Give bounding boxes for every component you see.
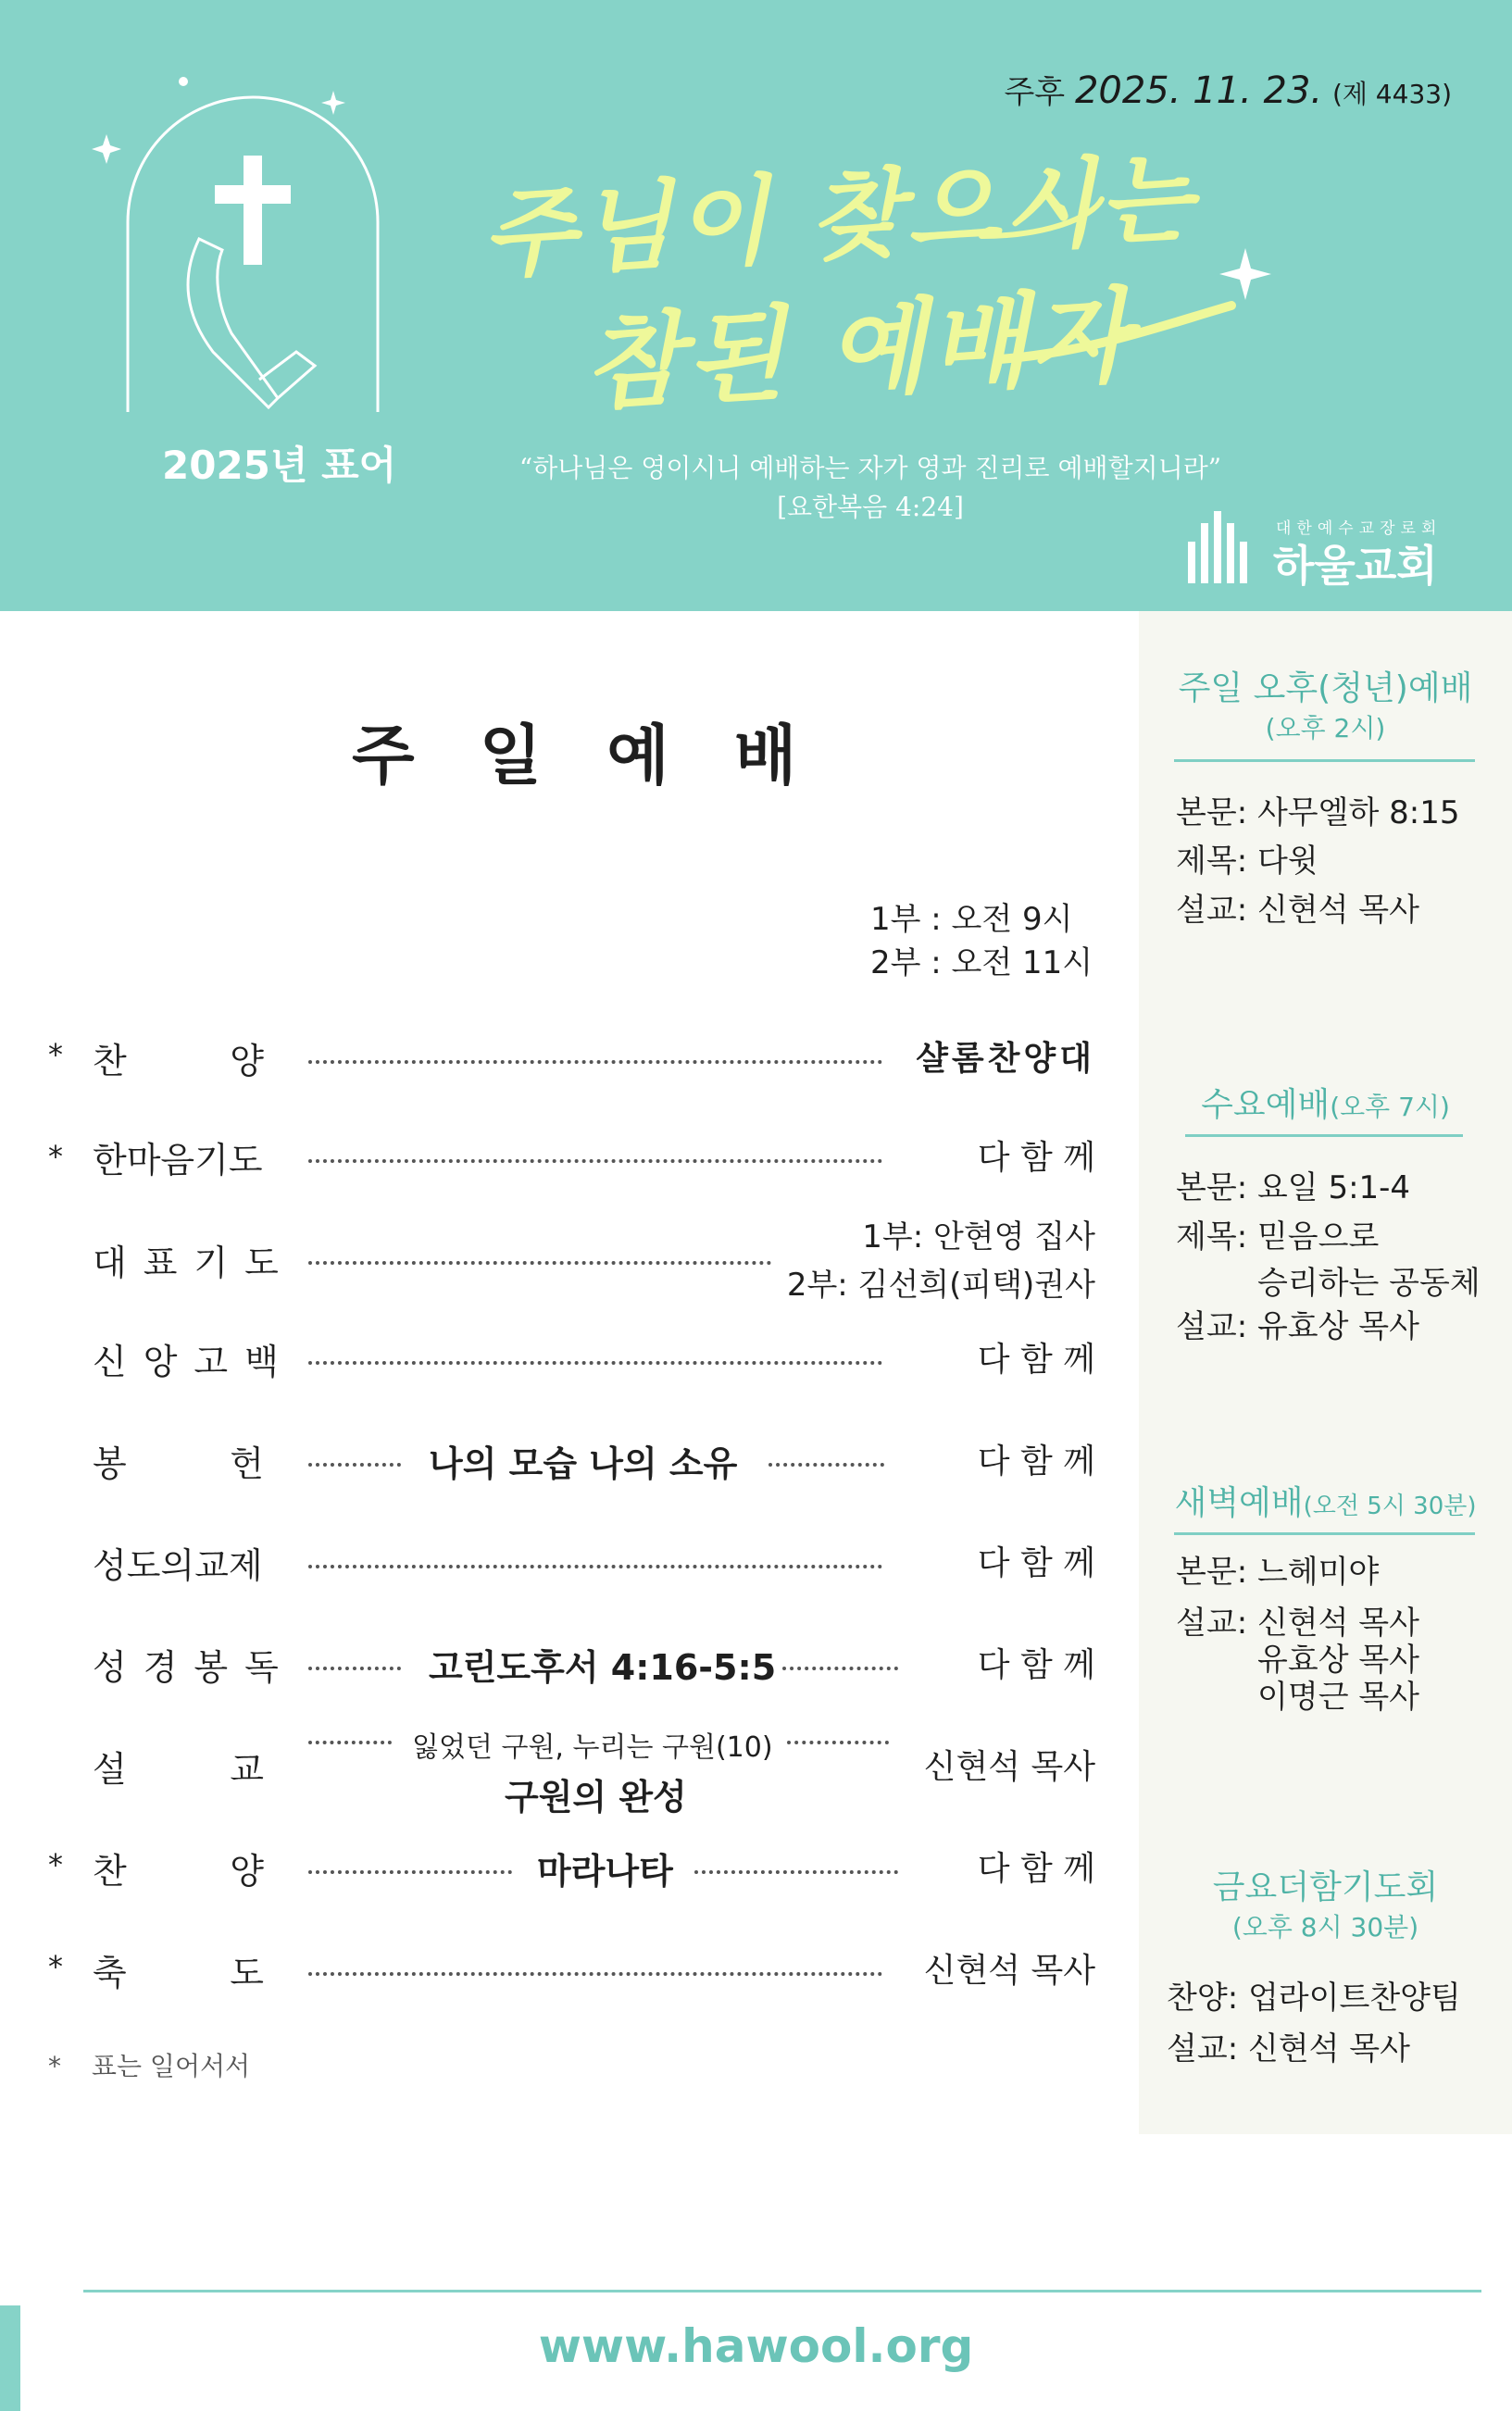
order-center: 마라나타 — [537, 1851, 673, 1892]
dawn-preacher-3: 이명근 목사 — [1257, 1679, 1420, 1716]
order-label — [93, 1131, 264, 1182]
leader-dots — [308, 1060, 882, 1064]
divider — [1174, 759, 1475, 762]
friday-praise: 찬양: 업라이트찬양팀 — [1167, 1980, 1461, 2017]
header-band — [0, 0, 1512, 611]
order-label-text: 신앙고백 — [93, 1342, 295, 1382]
order-label-char: 교 — [230, 1749, 264, 1790]
standing-mark: * — [48, 1847, 63, 1882]
standing-mark: * — [48, 1139, 63, 1174]
motto-year: 2025년 표어 — [162, 443, 397, 488]
note-star: * — [48, 2051, 61, 2081]
dawn-name: 새벽예배 — [1174, 1484, 1304, 1522]
afternoon-preacher: 설교: 신현석 목사 — [1176, 892, 1419, 929]
wednesday-preacher: 설교: 유효상 목사 — [1176, 1308, 1419, 1345]
dawn-preacher-2: 유효상 목사 — [1257, 1642, 1420, 1679]
leader-dots — [782, 1667, 898, 1670]
order-right: 다 함 께 — [977, 1544, 1095, 1582]
leader-dots — [308, 1741, 392, 1744]
leader-dots — [787, 1741, 889, 1744]
dawn-preacher-1: 설교: 신현석 목사 — [1176, 1605, 1419, 1642]
order-label-text: 성경봉독 — [93, 1647, 295, 1688]
order-label-text: 한마음기도 — [93, 1140, 263, 1181]
order-label — [93, 1537, 264, 1588]
friday-time: (오후 8시 30분) — [1231, 1912, 1419, 1943]
wednesday-title-line: 제목: 믿음으로 — [1176, 1218, 1380, 1255]
standing-mark: * — [48, 1037, 63, 1072]
afternoon-time: (오후 2시) — [1265, 713, 1386, 743]
issue-info — [1004, 67, 1452, 112]
order-right: 샬롬찬양대 — [916, 1040, 1095, 1078]
sermon-series: 잃었던 구원, 누리는 구원(10) — [412, 1731, 773, 1764]
wednesday-title-cont: 승리하는 공동체 — [1257, 1265, 1481, 1302]
order-label-char: 헌 — [230, 1443, 264, 1484]
church-name: 하울교회 — [1273, 541, 1438, 591]
order-right-line2: 2부: 김선희(피택)권사 — [786, 1267, 1095, 1304]
wednesday-name: 수요예배 — [1201, 1086, 1331, 1124]
divider — [1185, 1134, 1463, 1137]
order-label-char: 설 — [93, 1749, 127, 1790]
dawn-title — [1139, 1477, 1512, 1524]
slogan-line2: 참된 예배자 — [581, 275, 1137, 424]
standing-note — [48, 2046, 250, 2083]
dawn-text: 본문: 느헤미야 — [1176, 1554, 1380, 1591]
afternoon-title: 주일 오후(청년)예배 — [1178, 669, 1473, 707]
standing-mark: * — [48, 1949, 63, 1984]
service-time-2: 2부 : 오전 11시 — [870, 944, 1093, 981]
order-label-char: 축 — [93, 1953, 127, 1993]
note-text: 표는 일어서서 — [91, 2051, 251, 2081]
wednesday-text: 본문: 요일 5:1-4 — [1176, 1169, 1411, 1206]
issue-number: (제 4433) — [1331, 79, 1452, 109]
sidebar — [1139, 611, 1512, 2134]
page-title: 주일예배 — [352, 718, 862, 793]
order-label — [93, 1032, 264, 1083]
order-right: 다 함 께 — [977, 1443, 1095, 1480]
friday-title: 금요더함기도회 — [1212, 1868, 1439, 1906]
order-right: 다 함 께 — [977, 1139, 1095, 1177]
sermon-title: 구원의 완성 — [505, 1777, 687, 1818]
leader-dots — [308, 1870, 512, 1874]
leader-dots — [308, 1667, 401, 1670]
issue-prefix: 주후 — [1004, 74, 1066, 111]
order-center: 나의 모습 나의 소유 — [429, 1443, 738, 1484]
verse-block — [481, 449, 1259, 527]
order-right: 다 함 께 — [977, 1341, 1095, 1379]
afternoon-title-line: 제목: 다윗 — [1176, 843, 1318, 880]
leader-dots — [694, 1870, 898, 1874]
wednesday-title — [1139, 1079, 1512, 1126]
issue-date: 2025. 11. 23. — [1074, 69, 1323, 112]
verse-ref: [요한복음 4:24] — [777, 492, 964, 522]
order-right-line1: 1부: 안현영 집사 — [862, 1218, 1095, 1255]
leader-dots — [308, 1972, 882, 1976]
leader-dots — [308, 1565, 882, 1568]
order-label-char: 양 — [230, 1851, 264, 1892]
leader-dots — [308, 1261, 771, 1265]
order-right: 다 함 께 — [977, 1850, 1095, 1888]
order-right: 다 함 께 — [977, 1646, 1095, 1684]
friday-preacher: 설교: 신현석 목사 — [1167, 2030, 1410, 2067]
website-link[interactable]: www.hawool.org — [538, 2319, 974, 2373]
order-center: 고린도후서 4:16-5:5 — [429, 1647, 777, 1688]
order-label — [93, 1435, 264, 1486]
dawn-time: (오전 5시 30분) — [1303, 1493, 1477, 1520]
order-label — [93, 1639, 295, 1690]
order-label-text: 성도의교제 — [93, 1545, 263, 1586]
afternoon-text: 본문: 사무엘하 8:15 — [1176, 794, 1460, 831]
order-label — [93, 1741, 264, 1792]
church-denomination: 대한예수교장로회 — [1276, 519, 1443, 538]
order-label — [93, 1843, 264, 1893]
leader-dots — [308, 1463, 401, 1467]
order-label-char: 양 — [230, 1041, 264, 1081]
order-label-char: 찬 — [93, 1851, 127, 1892]
order-right: 신현석 목사 — [923, 1952, 1095, 1990]
order-label-char: 찬 — [93, 1041, 127, 1081]
wednesday-time: (오후 7시) — [1330, 1092, 1450, 1122]
order-label — [93, 1944, 264, 1995]
leader-dots — [308, 1159, 882, 1163]
cross-icon — [215, 156, 291, 265]
leader-dots — [308, 1361, 882, 1365]
order-label — [93, 1333, 295, 1384]
verse-text: “하나님은 영이시니 예배하는 자가 영과 진리로 예배할지니라” — [519, 453, 1222, 483]
divider — [1174, 1532, 1475, 1535]
order-right: 신현석 목사 — [923, 1748, 1095, 1786]
slogan-line1: 주님이 찾으시는 — [479, 140, 1199, 293]
leader-dots — [768, 1463, 884, 1467]
order-label-char: 봉 — [93, 1443, 127, 1484]
footer-divider — [83, 2290, 1481, 2292]
order-label-text: 대표기도 — [93, 1243, 295, 1283]
service-time-1: 1부 : 오전 9시 — [870, 901, 1073, 938]
order-label-char: 도 — [230, 1953, 264, 1993]
order-label — [93, 1234, 295, 1285]
